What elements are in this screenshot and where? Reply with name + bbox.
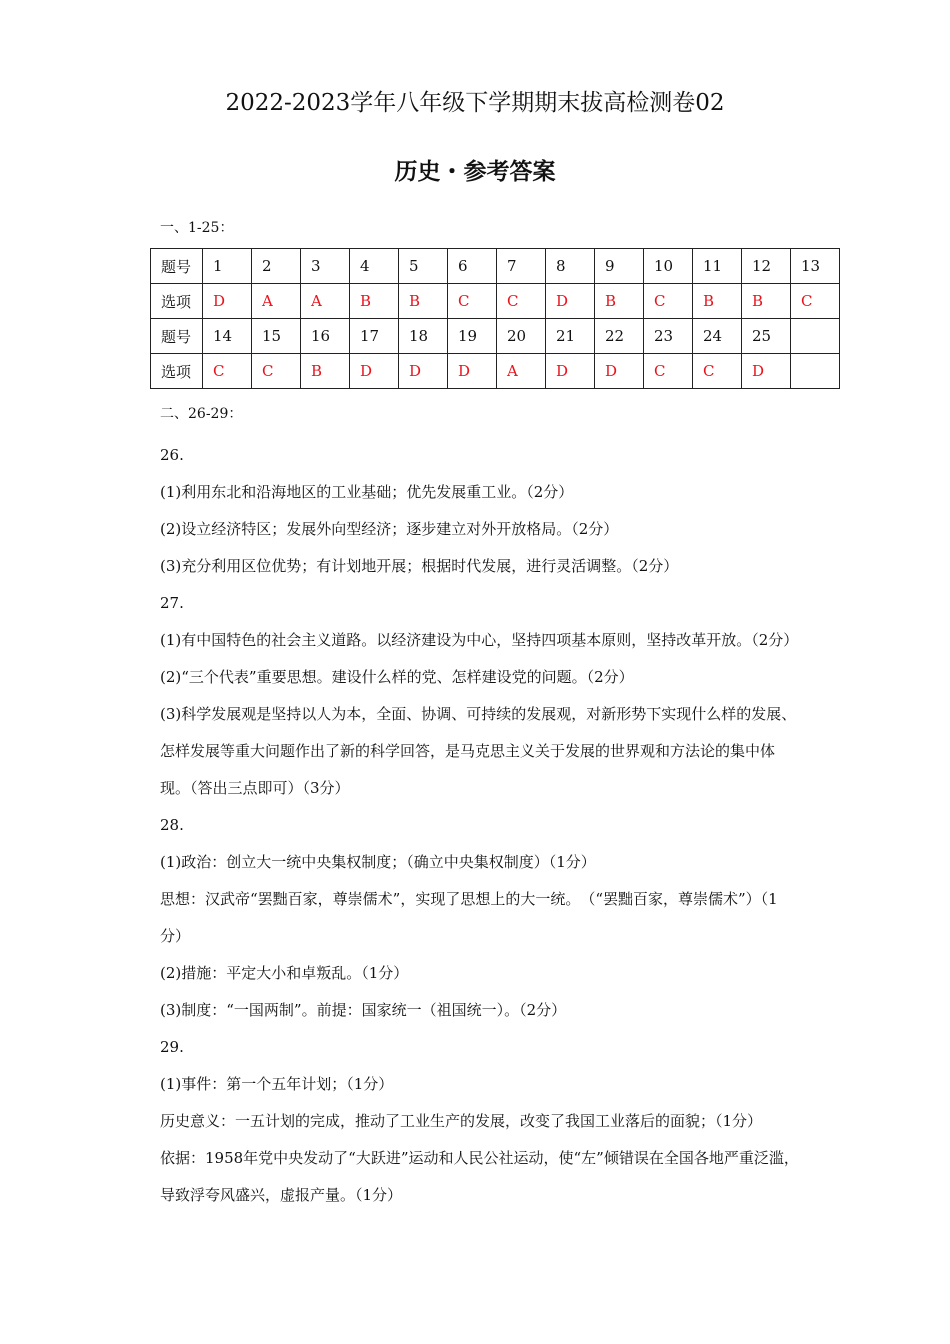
question-number: 27. <box>160 594 184 612</box>
answer-option-cell: B <box>350 284 399 319</box>
question-number: 28. <box>160 816 184 834</box>
question-number: 29. <box>160 1038 184 1056</box>
page-subtitle: 历史・参考答案 <box>394 159 556 185</box>
row-header-option: 选项 <box>151 284 203 319</box>
answer-line: (3)充分利用区位优势；有计划地开展；根据时代发展，进行灵活调整。（2分） <box>160 557 679 575</box>
answer-line: 思想：汉武帝“罢黜百家，尊崇儒术”，实现了思想上的大一统。 （“罢黜百家，尊崇儒术”）（1分） <box>160 890 778 945</box>
question-number-cell: 13 <box>791 249 840 284</box>
section-1-label: 一、1-25： <box>160 220 234 236</box>
answer-option-cell: C <box>644 284 693 319</box>
answer-line: (1)政治：创立大一统中央集权制度；（确立中央集权制度）（1分） <box>160 853 596 871</box>
answer-option-cell: B <box>301 354 350 389</box>
question-number-cell: 16 <box>301 319 350 354</box>
answer-option-cell: C <box>448 284 497 319</box>
answer-line: (2)“三个代表”重要思想。建设什么样的党、怎样建设党的问题。（2分） <box>160 668 634 686</box>
question-number-cell: 10 <box>644 249 693 284</box>
question-number-cell: 4 <box>350 249 399 284</box>
question-number-cell: 14 <box>203 319 252 354</box>
answer-line: (3)科学发展观是坚持以人为本，全面、协调、可持续的发展观，对新形势下实现什么样的发展、怎样发展等重大问题作出了新的科学回答，是马克思主义关于发展的世界观和方法论的集中体现。（答出三点即可）（3分） <box>160 705 797 797</box>
question-number-cell: 1 <box>203 249 252 284</box>
question-number-cell: 15 <box>252 319 301 354</box>
answer-option-cell: B <box>399 284 448 319</box>
table-row-numbers <box>151 249 840 284</box>
table-row-options <box>151 284 840 319</box>
row-header-option: 选项 <box>151 354 203 389</box>
answer-option-cell: D <box>595 354 644 389</box>
answer-option-cell: C <box>791 284 840 319</box>
question-number-cell: 21 <box>546 319 595 354</box>
table-row-numbers <box>151 319 840 354</box>
row-header-number: 题号 <box>151 319 203 354</box>
question-number-cell: 25 <box>742 319 791 354</box>
answer-option-cell: D <box>399 354 448 389</box>
question-number-cell: 8 <box>546 249 595 284</box>
question-number: 26. <box>160 446 184 464</box>
answers-content <box>160 437 800 1214</box>
answer-table <box>150 248 840 389</box>
answer-option-cell: D <box>546 284 595 319</box>
answer-line: (1)事件：第一个五年计划；（1分） <box>160 1075 394 1093</box>
answer-option-cell: C <box>693 354 742 389</box>
question-number-cell: 5 <box>399 249 448 284</box>
question-number-cell: 17 <box>350 319 399 354</box>
answer-line: (2)设立经济特区；发展外向型经济；逐步建立对外开放格局。（2分） <box>160 520 619 538</box>
answer-option-cell: C <box>252 354 301 389</box>
answer-option-cell <box>791 354 840 389</box>
answer-line: (3)制度：“一国两制”。前提：国家统一（祖国统一）。（2分） <box>160 1001 567 1019</box>
answer-option-cell: D <box>742 354 791 389</box>
answer-option-cell: D <box>350 354 399 389</box>
answer-option-cell: D <box>448 354 497 389</box>
question-number-cell: 11 <box>693 249 742 284</box>
question-number-cell: 24 <box>693 319 742 354</box>
answer-line: (2)措施：平定大小和卓叛乱。（1分） <box>160 964 409 982</box>
answer-option-cell: A <box>252 284 301 319</box>
question-number-cell: 3 <box>301 249 350 284</box>
question-number-cell: 19 <box>448 319 497 354</box>
answer-option-cell: B <box>742 284 791 319</box>
answer-option-cell: B <box>693 284 742 319</box>
page-title: 2022-2023学年八年级下学期期末拔高检测卷02 <box>225 90 725 116</box>
row-header-number: 题号 <box>151 249 203 284</box>
question-number-cell: 2 <box>252 249 301 284</box>
answer-option-cell: C <box>497 284 546 319</box>
answer-option-cell: D <box>203 284 252 319</box>
answer-option-cell: C <box>203 354 252 389</box>
question-number-cell: 7 <box>497 249 546 284</box>
question-number-cell: 9 <box>595 249 644 284</box>
table-row-options <box>151 354 840 389</box>
answer-line: 依据：1958年党中央发动了“大跃进”运动和人民公社运动，使“左”倾错误在全国各地严重泛滥，导致浮夸风盛兴，虚报产量。（1分） <box>160 1149 799 1204</box>
answer-line: (1)利用东北和沿海地区的工业基础；优先发展重工业。（2分） <box>160 483 574 501</box>
answer-option-cell: A <box>497 354 546 389</box>
question-number-cell <box>791 319 840 354</box>
answer-line: (1)有中国特色的社会主义道路。以经济建设为中心，坚持四项基本原则，坚持改革开放。（2分） <box>160 631 799 649</box>
answer-line: 历史意义：一五计划的完成，推动了工业生产的发展，改变了我国工业落后的面貌；（1分） <box>160 1112 763 1130</box>
answer-option-cell: B <box>595 284 644 319</box>
question-number-cell: 23 <box>644 319 693 354</box>
answer-option-cell: D <box>546 354 595 389</box>
question-number-cell: 12 <box>742 249 791 284</box>
question-number-cell: 18 <box>399 319 448 354</box>
section-2-label: 二、26-29： <box>160 406 243 422</box>
question-number-cell: 20 <box>497 319 546 354</box>
answer-option-cell: A <box>301 284 350 319</box>
question-number-cell: 6 <box>448 249 497 284</box>
answer-option-cell: C <box>644 354 693 389</box>
question-number-cell: 22 <box>595 319 644 354</box>
